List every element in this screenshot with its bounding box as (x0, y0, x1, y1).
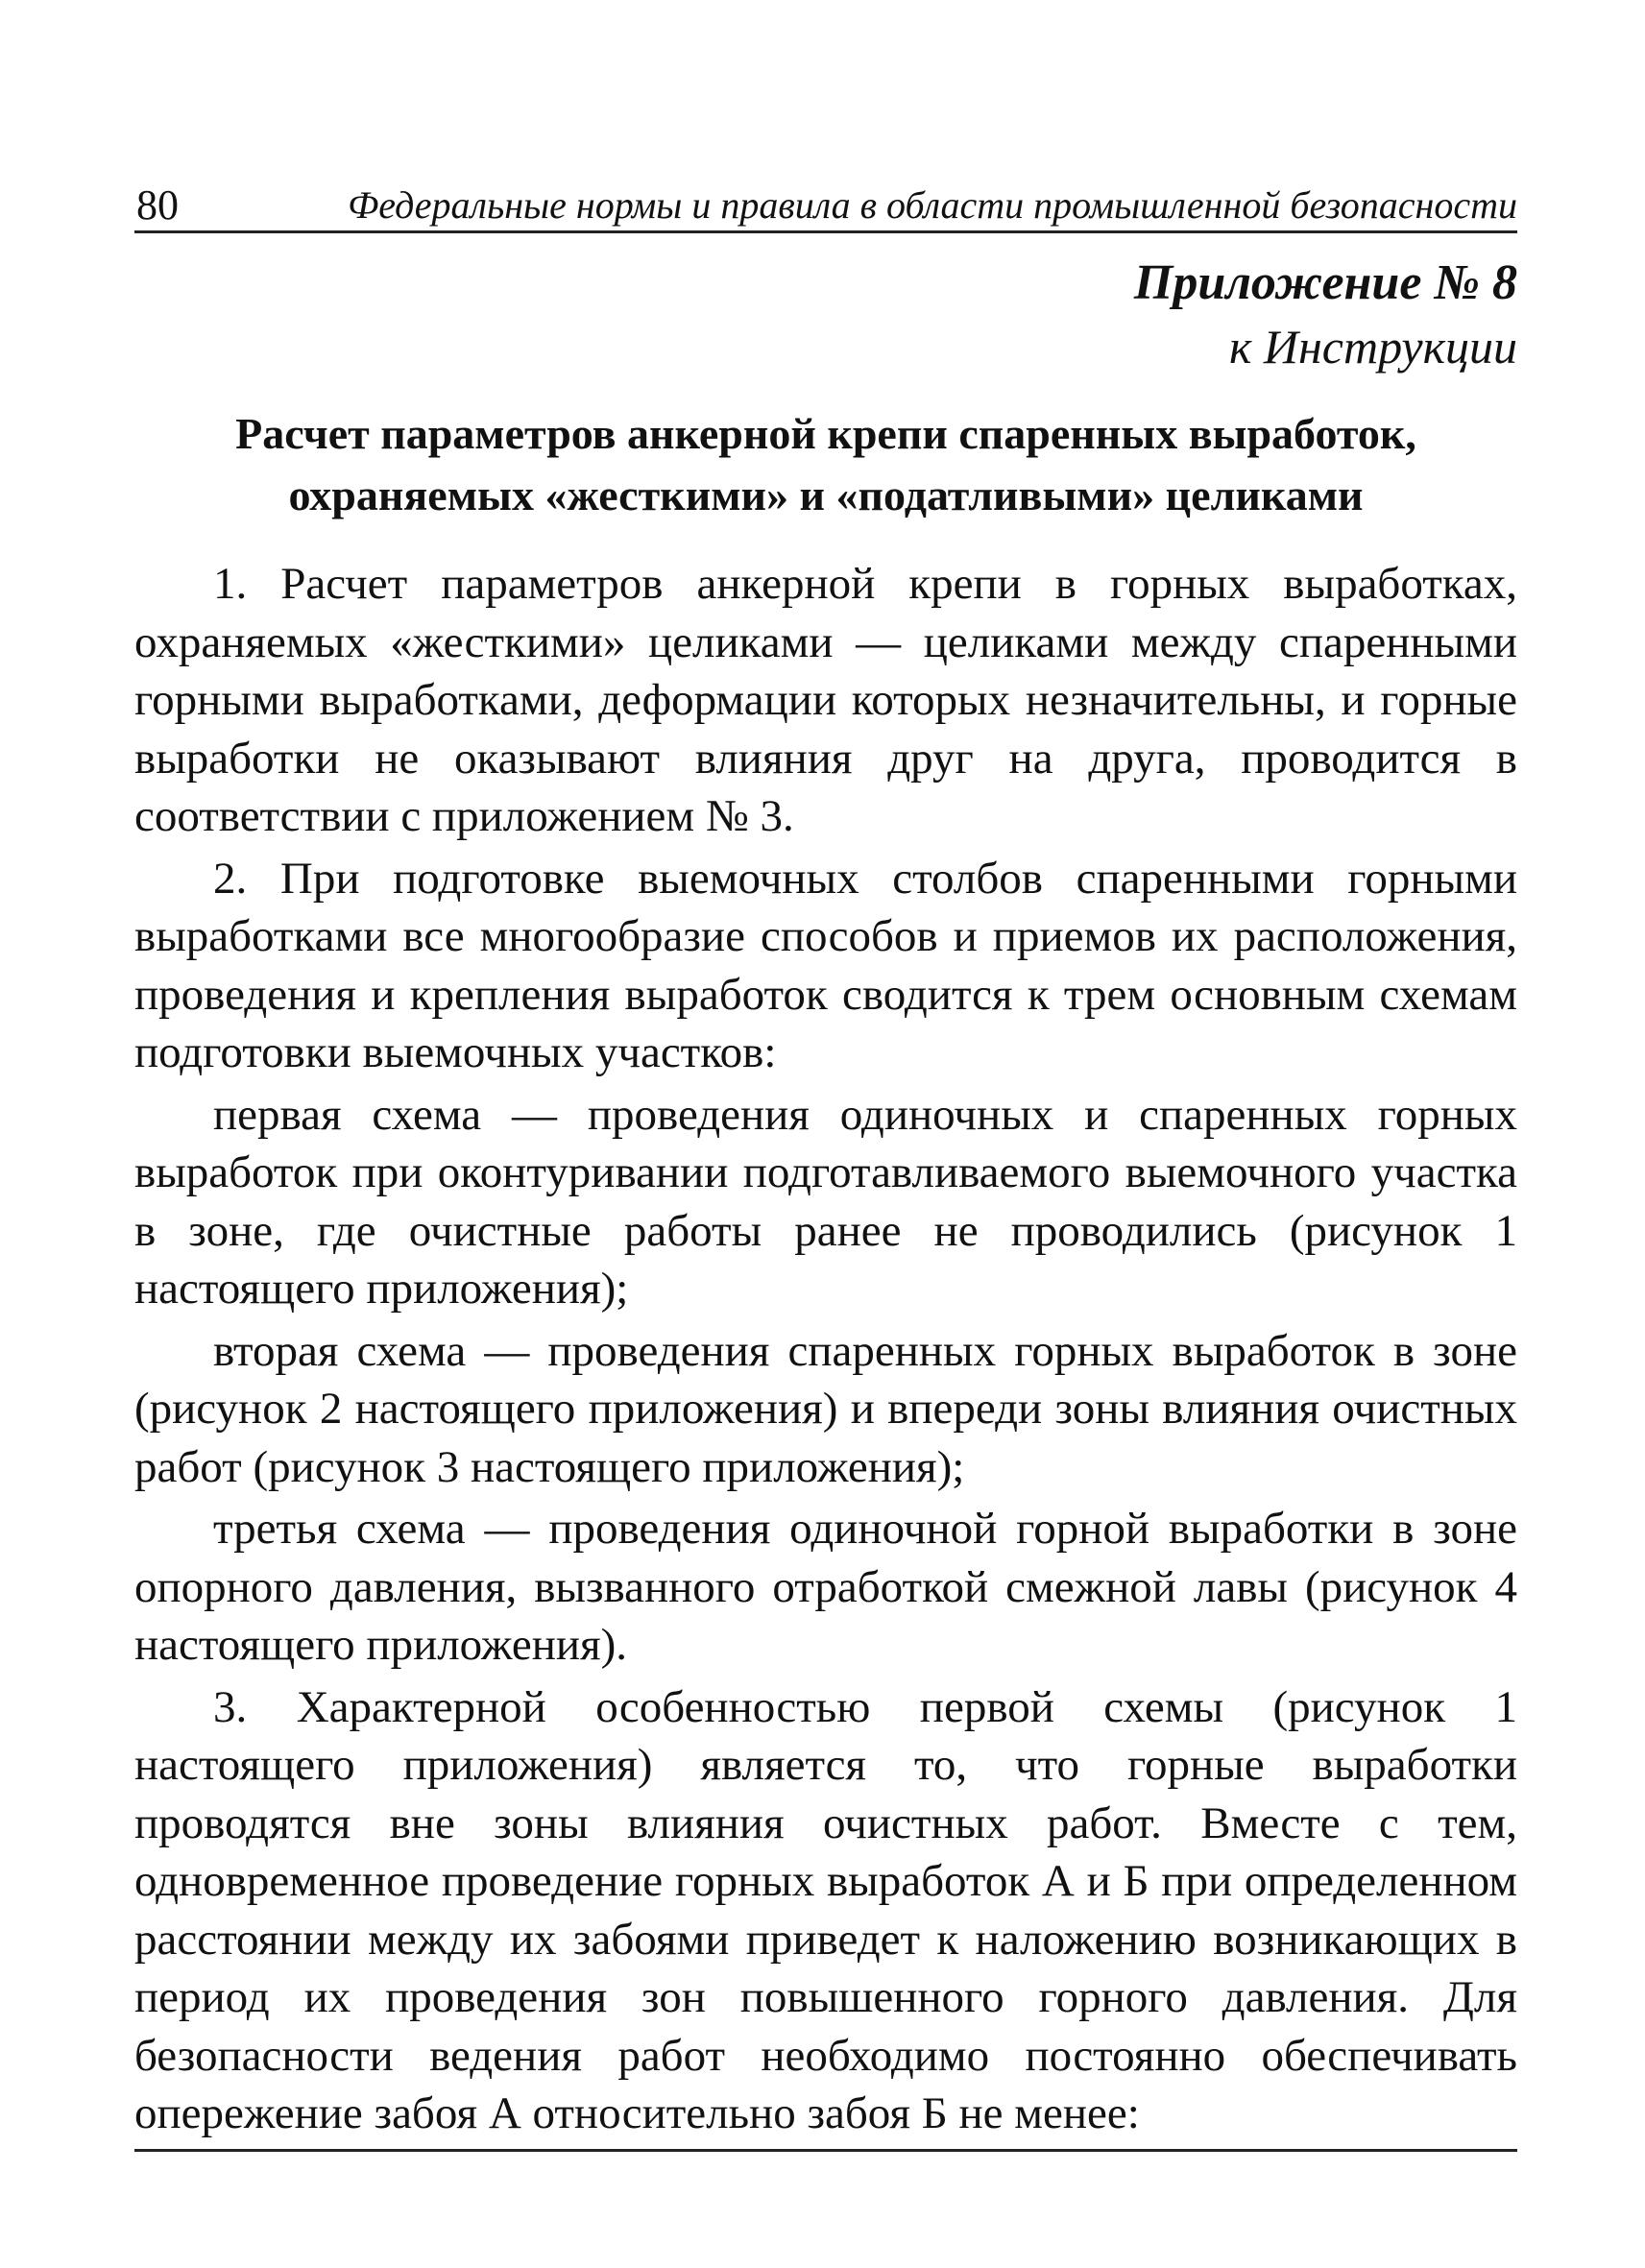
running-head (134, 181, 1517, 233)
appendix-label (1134, 252, 1517, 378)
appendix-title: Приложение № 8 (1133, 255, 1517, 310)
body-text (134, 555, 1517, 2147)
page-number: 80 (136, 181, 179, 229)
section-heading (134, 403, 1517, 526)
paragraph-1: 1. Расчет параметров анкерной крепи в горных выработках, охраняемых «жесткими» целиками — целиками между спаренными горными выработками, деформации которых незначительны, и горные выработки не оказывают влияния друг на друга, проводится в соответствии с приложением № 3. (134, 559, 1517, 841)
paragraph-scheme-2: вторая схема — проведения спаренных горных выработок в зоне (рисунок 2 настоящего приложения) и впереди зоны влияния очистных работ (рисунок 3 настоящего приложения); (134, 1325, 1517, 1492)
running-title: Федеральные нормы и правила в области промышленной безопасности (348, 183, 1517, 227)
section-heading-line-1: Расчет параметров анкерной крепи спаренных выработок, (235, 409, 1416, 458)
appendix-subtitle: к Инструкции (1228, 320, 1517, 374)
section-heading-line-2: охраняемых «жесткими» и «податливыми» целиками (288, 470, 1364, 519)
paragraph-scheme-1: первая схема — проведения одиночных и спаренных горных выработок при оконтуривании подготавливаемого выемочного участка в зоне, где очистные работы ранее не проводились (рисунок 1 настоящего приложения); (134, 1089, 1517, 1314)
paragraph-3: 3. Характерной особенностью первой схемы (рисунок 1 настоящего приложения) является то, что горные выработки проводятся вне зоны влияния очистных работ. Вместе с тем, одновременное проведение горных выработок А и Б при определенном расстоянии между их забоями приведет к наложению возникающих в период их проведения зон повышенного горного давления. Для безопасности ведения работ необходимо постоянно обеспечивать опережение забоя А относительно забоя Б не менее: (134, 1681, 1517, 2138)
paragraph-2: 2. При подготовке выемочных столбов спаренными горными выработками все многообразие способов и приемов их расположения, проведения и крепления выработок сводится к трем основным схемам подготовки выемочных участков: (134, 853, 1517, 1077)
paragraph-scheme-3: третья схема — проведения одиночной горной выработки в зоне опорного давления, вызванного отработкой смежной лавы (рисунок 4 настоящего приложения). (134, 1504, 1517, 1670)
bottom-divider (134, 2149, 1517, 2152)
